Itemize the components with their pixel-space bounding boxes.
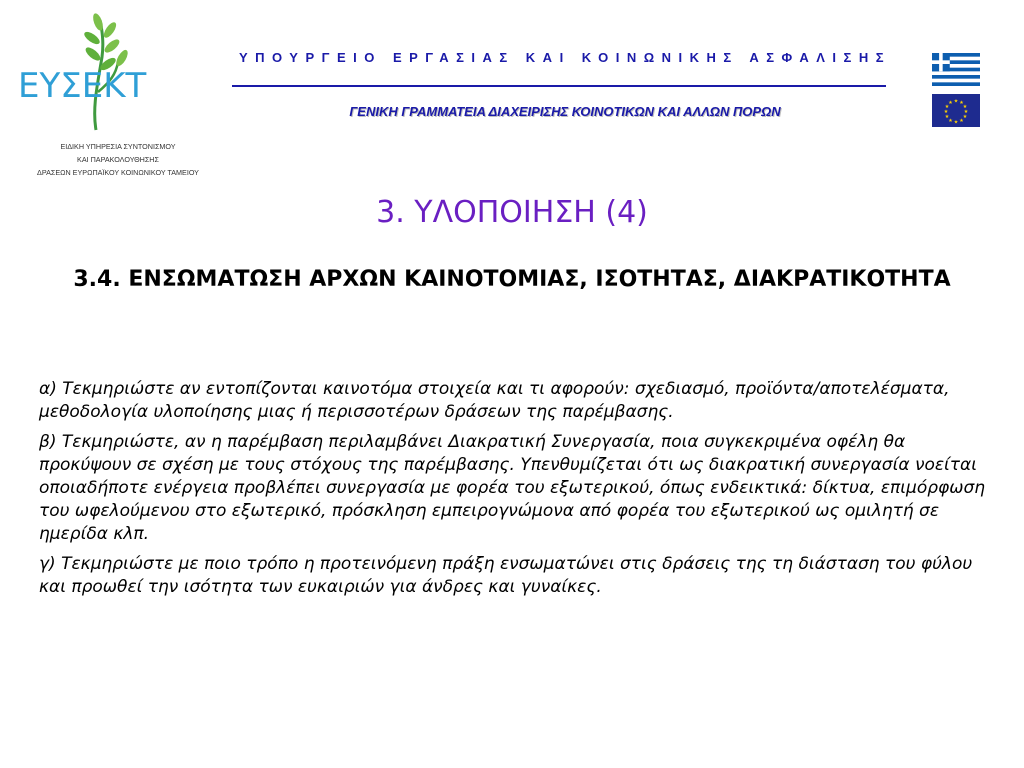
svg-text:★: ★ [943, 109, 949, 115]
header-divider [232, 85, 886, 87]
slide-body [39, 378, 999, 606]
eysekt-logo [18, 12, 199, 182]
svg-text:★: ★ [959, 100, 964, 106]
svg-text:★: ★ [953, 119, 959, 126]
svg-text:ΕΥΣΕΚΤ: ΕΥΣΕΚΤ [18, 66, 147, 106]
slide-title: 3. ΥΛΟΠΟΙΗΣΗ (4) [376, 195, 648, 230]
greek-flag-icon [932, 53, 980, 86]
eu-flag-icon [932, 94, 980, 127]
svg-text:★: ★ [948, 100, 953, 106]
ministry-title: ΥΠΟΥΡΓΕΙΟ ΕΡΓΑΣΙΑΣ ΚΑΙ ΚΟΙΝΩΝΙΚΗΣ ΑΣΦΑΛΙΣΗΣ [238, 50, 892, 65]
secretariat-title: ΓΕΝΙΚΗ ΓΡΑΜΜΑΤΕΙΑ ΔΙΑΧΕΙΡΙΣΗΣ ΚΟΙΝΟΤΙΚΩΝ ΚΑΙ ΑΛΛΩΝ ΠΟΡΩΝ [349, 104, 781, 119]
svg-text:★: ★ [963, 109, 969, 115]
svg-text:★: ★ [962, 104, 968, 110]
paragraph-c: γ) Τεκμηριώστε με ποιο τρόπο η προτεινόμενη πράξη ενσωματώνει στις δράσεις της τη διάσταση του φύλου και προωθεί την ισότητα των ευκαιριών για άνδρες και γυναίκες. [39, 554, 973, 597]
svg-text:★: ★ [948, 118, 953, 124]
svg-text:★: ★ [962, 114, 968, 120]
svg-text:★: ★ [959, 118, 964, 124]
eysekt-logo-icon [18, 12, 183, 137]
svg-text:★: ★ [944, 114, 950, 120]
svg-text:★: ★ [944, 104, 950, 110]
svg-text:★: ★ [953, 98, 959, 105]
paragraph-b: β) Τεκμηριώστε, αν η παρέμβαση περιλαμβάνει Διακρατική Συνεργασία, ποια συγκεκριμένα οφέλη θα προκύψουν σε σχέση με τους στόχους της παρέμβασης. Υπενθυμίζεται ότι ως διακρατική συνεργασία νοείται οποιαδήποτε ενέργεια προβλέπει συνεργασία με φορέα του εξωτερικού, όπως ενδεικτικά: δίκτυα, επιμόρφωση του ωφελούμενου στο εξωτερικό, πρόσκληση εμπειρογνώμονα από φορέα του εξωτερικού ως ομιλητή σε ημερίδα κλπ. [39, 432, 986, 544]
logo-caption: ΕΙΔΙΚΗ ΥΠΗΡΕΣΙΑ ΣΥΝΤΟΝΙΣΜΟΥ ΚΑΙ ΠΑΡΑΚΟΛΟΥΘΗΣΗΣ ΔΡΑΣΕΩΝ ΕΥΡΩΠΑΪΚΟΥ ΚΟΙΝΩΝΙΚΟΥ ΤΑΜΕΙΟΥ [37, 142, 199, 177]
slide-subtitle: 3.4. ΕΝΣΩΜΑΤΩΣΗ ΑΡΧΩΝ ΚΑΙΝΟΤΟΜΙΑΣ, ΙΣΟΤΗΤΑΣ, ΔΙΑΚΡΑΤΙΚΟΤΗΤΑ [73, 267, 951, 292]
paragraph-a: α) Τεκμηριώστε αν εντοπίζονται καινοτόμα στοιχεία και τι αφορούν: σχεδιασμό, προϊόντα/αποτελέσματα, μεθοδολογία υλοποίησης μιας ή περισσοτέρων δράσεων της παρέμβασης. [39, 379, 950, 422]
